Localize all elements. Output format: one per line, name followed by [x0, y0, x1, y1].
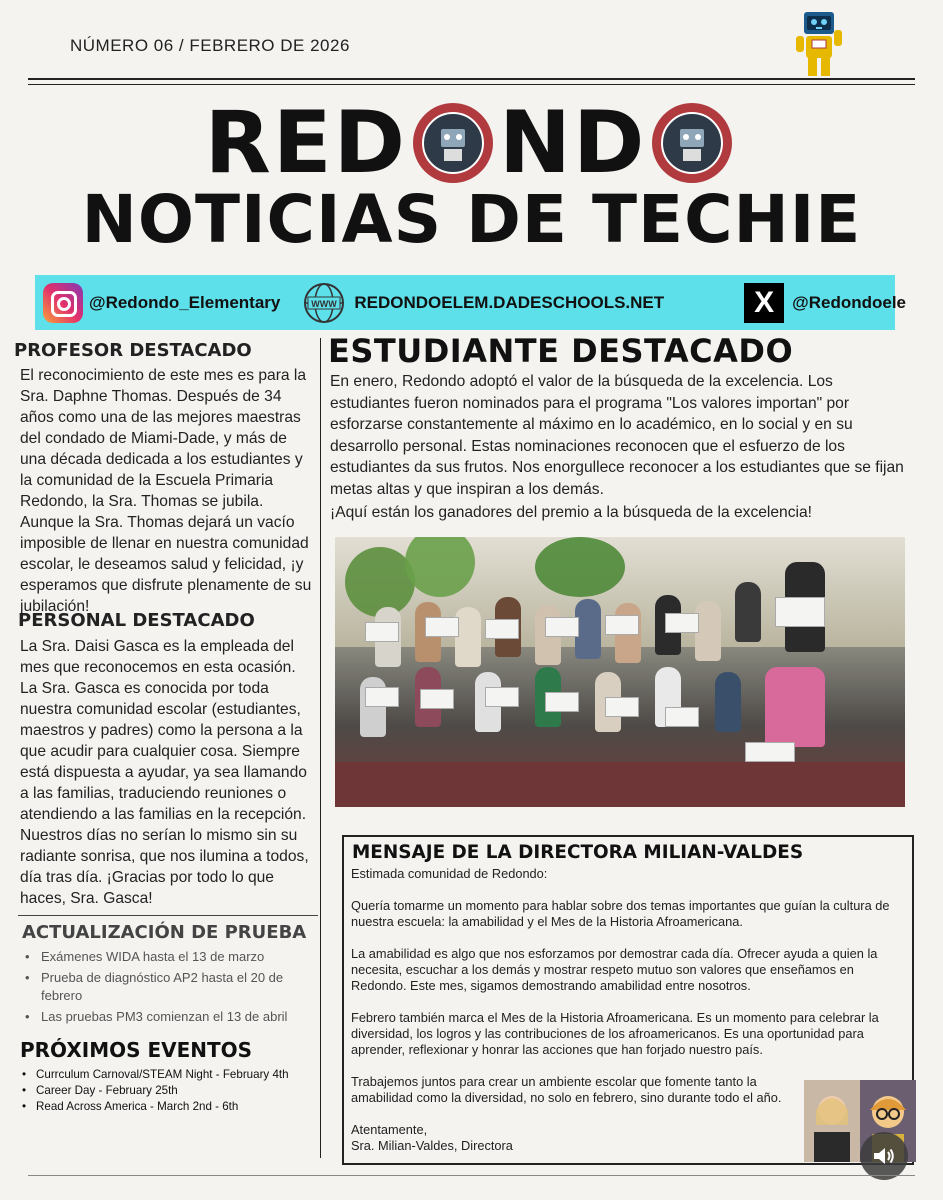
- student-text: En enero, Redondo adoptó el valor de la búsqueda de la excelencia. Los estudiantes fueron nominados para el programa "Los valores importan" por esforzarse constantemente al máximo en lo académico, en lo social y en su desarrollo personal. Estas nominaciones reconocen que el esfuerzo de los estudiantes da sus frutos. Nos enorgullece reconocer a los estudiantes que se fijan metas altas y que inspiran a los demás.: [330, 373, 904, 498]
- testing-heading: ACTUALIZACIÓN DE PRUEBA: [22, 922, 307, 943]
- instagram-handle: @Redondo_Elementary: [89, 292, 281, 312]
- photo-student: [735, 582, 761, 642]
- message-closing: Atentamente,: [351, 1122, 428, 1137]
- teacher-heading: PROFESOR DESTACADO: [14, 340, 252, 361]
- photo-certificate: [425, 617, 459, 637]
- social-banner: [35, 275, 907, 330]
- student-group-photo: [335, 537, 905, 807]
- x-icon: X: [744, 283, 784, 323]
- masthead-title: [0, 92, 943, 193]
- message-greeting: Estimada comunidad de Redondo:: [351, 866, 548, 881]
- robot-mascot-icon: [790, 10, 848, 80]
- photo-carpet: [335, 762, 905, 807]
- section-rule: [18, 915, 318, 916]
- x-link[interactable]: [744, 283, 906, 323]
- www-icon-label: WWW: [311, 298, 338, 309]
- photo-certificate: [485, 619, 519, 639]
- x-handle: @Redondoele: [792, 292, 907, 312]
- instagram-link[interactable]: [35, 283, 280, 323]
- list-item: • Currculum Carnoval/STEAM Night - February 4th: [22, 1067, 317, 1083]
- photo-certificate: [665, 707, 699, 727]
- message-signature: Sra. Milian-Valdes, Directora: [351, 1138, 513, 1153]
- list-item: • Exámenes WIDA hasta el 13 de marzo: [25, 948, 315, 966]
- winners-line: ¡Aquí están los ganadores del premio a la búsqueda de la excelencia!: [330, 504, 812, 521]
- photo-plant: [535, 537, 625, 597]
- photo-certificate: [365, 687, 399, 707]
- photo-certificate: [665, 613, 699, 633]
- website-link[interactable]: [280, 281, 664, 325]
- teacher-text: El reconocimiento de este mes es para la Sra. Daphne Thomas. Después de 34 años como una de las mejores maestras del condado de Miami-Dade, y más de una década dedicada a los estudiantes y la comunidad de la Escuela Primaria Redondo, la Sra. Thomas se jubila. Aunque la Sra. Thomas dejará un vacío imposible de llenar en nuestra comunidad escolar, le deseamos salud y felicidad, ¡y esperamos que disfrute plenamente de su jubilación!: [20, 367, 312, 615]
- staff-text: La Sra. Daisi Gasca es la empleada del mes que reconocemos en esta ocasión. La Sra. Gasca es conocida por toda nuestra comunidad escolar (estudiantes, maestros y padres) como la persona a la que acudir para cualquier cosa. Siempre está dispuesta a ayudar, ya sea llamando a las familias, traduciendo reuniones o atendiendo a las familias en la recepción. Nuestros días no serían lo mismo sin su radiante sonrisa, que nos ilumina a todos, día tras día. ¡Gracias por todo lo que haces, Sra. Gasca!: [20, 638, 309, 907]
- events-heading: PRÓXIMOS EVENTOS: [20, 1038, 253, 1062]
- message-paragraph: Febrero también marca el Mes de la Historia Afroamericana. Es un momento para celebrar la diversidad, los logros y las contribuciones de los afroamericanos. Es una oportunidad para aprender, reflexionar y honrar las acciones que han forjado nuestro país.: [351, 1010, 879, 1057]
- instagram-icon: [43, 283, 83, 323]
- staff-heading: PERSONAL DESTACADO: [18, 610, 255, 631]
- masthead-subtitle: NOTICIAS DE TECHIE: [81, 181, 862, 258]
- top-rule-thin: [28, 84, 915, 85]
- masthead-letters-nd: ND: [498, 92, 647, 193]
- column-divider: [320, 338, 321, 1158]
- list-item: • Las pruebas PM3 comienzan el 13 de abril: [25, 1008, 315, 1026]
- testing-list: [25, 948, 315, 1029]
- photo-certificate: [545, 692, 579, 712]
- photo-certificate: [365, 622, 399, 642]
- photo-student: [765, 667, 825, 747]
- issue-date: NÚMERO 06 / FEBRERO DE 2026: [70, 36, 350, 55]
- photo-certificate: [545, 617, 579, 637]
- school-seal-icon: [411, 101, 495, 185]
- photo-certificate: [485, 687, 519, 707]
- message-paragraph: Trabajemos juntos para crear un ambiente escolar que fomente tanto la amabilidad como la diversidad, no solo en febrero, sino durante todo el año.: [351, 1074, 782, 1105]
- principal-message-heading: MENSAJE DE LA DIRECTORA MILIAN-VALDES: [352, 842, 804, 863]
- student-heading: ESTUDIANTE DESTACADO: [328, 332, 794, 370]
- events-list: [22, 1067, 317, 1115]
- website-url: REDONDOELEM.DADESCHOOLS.NET: [354, 292, 665, 312]
- globe-icon: [302, 281, 346, 325]
- list-item: • Read Across America - March 2nd - 6th: [22, 1099, 317, 1115]
- speaker-icon: [872, 1145, 896, 1167]
- photo-certificate: [775, 597, 825, 627]
- photo-student: [455, 607, 481, 667]
- photo-certificate: [605, 615, 639, 635]
- bottom-rule: [28, 1175, 915, 1176]
- message-paragraph: La amabilidad es algo que nos esforzamos por demostrar cada día. Ofrecer ayuda a quien la necesita, escuchar a los demás y mostrar respeto mutuo son valores que enseñamos en Redondo. Este mes, sigamos demostrando amabilidad entre nosotros.: [351, 946, 878, 993]
- list-item: • Prueba de diagnóstico AP2 hasta el 20 de febrero: [25, 969, 315, 1005]
- masthead-letters-red: RED: [204, 92, 407, 193]
- photo-certificate: [745, 742, 795, 762]
- photo-certificate: [605, 697, 639, 717]
- school-seal-icon: [650, 101, 734, 185]
- message-paragraph: Quería tomarme un momento para hablar sobre dos temas importantes que guían la cultura de nuestra escuela: la amabilidad y el Mes de la Historia Afroamericana.: [351, 898, 890, 929]
- photo-certificate: [420, 689, 454, 709]
- photo-student: [360, 677, 386, 737]
- photo-student: [715, 672, 741, 732]
- audio-speaker-button[interactable]: [860, 1132, 908, 1180]
- list-item: • Career Day - February 25th: [22, 1083, 317, 1099]
- top-rule: [28, 78, 915, 80]
